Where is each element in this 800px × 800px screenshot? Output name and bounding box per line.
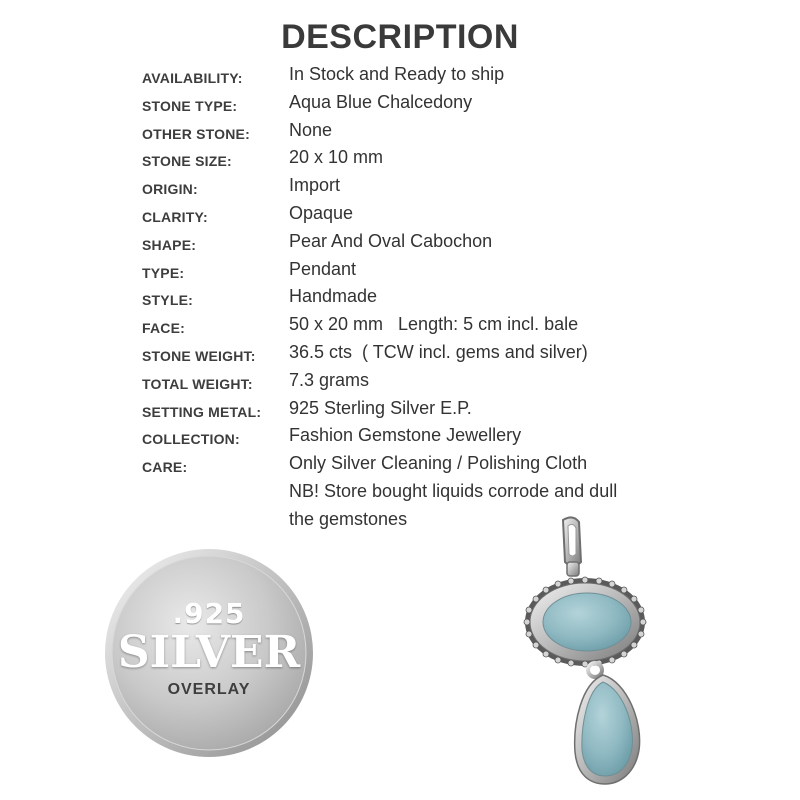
spec-table bbox=[142, 64, 702, 529]
spec-value: Pear And Oval Cabochon bbox=[289, 230, 493, 251]
spec-value: 925 Sterling Silver E.P. bbox=[289, 397, 472, 418]
spec-row-clarity bbox=[142, 203, 702, 231]
spec-row-stone-size bbox=[142, 147, 702, 175]
spec-value: Aqua Blue Chalcedony bbox=[289, 91, 473, 112]
badge-purity: .925 bbox=[172, 597, 246, 630]
spec-label: CLARITY: bbox=[142, 208, 208, 225]
spec-row-shape bbox=[142, 231, 702, 259]
spec-value: In Stock and Ready to ship bbox=[289, 64, 505, 84]
spec-value: Import bbox=[289, 175, 341, 196]
spec-label: COLLECTION: bbox=[142, 431, 240, 448]
spec-value: Handmade bbox=[289, 286, 378, 307]
spec-value: Only Silver Cleaning / Polishing Cloth bbox=[289, 453, 588, 474]
pendant-image bbox=[515, 512, 655, 787]
spec-label: OTHER STONE: bbox=[142, 125, 250, 142]
badge-metal: SILVER bbox=[117, 627, 301, 678]
spec-label: AVAILABILITY: bbox=[142, 70, 243, 86]
silver-overlay-badge bbox=[103, 547, 315, 759]
spec-row-total-weight bbox=[142, 370, 702, 398]
spec-value: Fashion Gemstone Jewellery bbox=[289, 425, 522, 446]
spec-value-continued: the gemstones bbox=[289, 508, 408, 529]
spec-row-other-stone bbox=[142, 120, 702, 148]
spec-label: TOTAL WEIGHT: bbox=[142, 375, 253, 392]
spec-row-care bbox=[142, 453, 702, 529]
spec-row-face bbox=[142, 314, 702, 342]
pendant-icon bbox=[515, 512, 655, 787]
spec-row-availability bbox=[142, 64, 702, 92]
spec-label: SHAPE: bbox=[142, 236, 197, 253]
spec-label: CARE: bbox=[142, 459, 188, 476]
spec-value-continued: NB! Store bought liquids corrode and dull bbox=[289, 480, 618, 501]
spec-row-type bbox=[142, 259, 702, 287]
spec-row-stone-type bbox=[142, 92, 702, 120]
spec-label: STONE WEIGHT: bbox=[142, 347, 256, 364]
spec-value: Pendant bbox=[289, 258, 357, 279]
spec-value: None bbox=[289, 119, 333, 140]
page-title: DESCRIPTION bbox=[281, 18, 519, 56]
spec-label: STONE SIZE: bbox=[142, 153, 232, 170]
spec-value: 7.3 grams bbox=[289, 369, 370, 390]
spec-row-stone-weight bbox=[142, 342, 702, 370]
spec-row-setting-metal bbox=[142, 398, 702, 426]
spec-label: SETTING METAL: bbox=[142, 403, 262, 420]
spec-row-origin bbox=[142, 175, 702, 203]
spec-label: ORIGIN: bbox=[142, 181, 198, 198]
spec-row-style bbox=[142, 286, 702, 314]
spec-label: STYLE: bbox=[142, 292, 193, 309]
spec-row-collection bbox=[142, 425, 702, 453]
spec-value: 20 x 10 mm bbox=[289, 147, 384, 168]
spec-value: 36.5 cts ( TCW incl. gems and silver) bbox=[289, 341, 588, 362]
badge-finish: OVERLAY bbox=[167, 681, 251, 698]
spec-value: Opaque bbox=[289, 202, 354, 223]
spec-value: 50 x 20 mm Length: 5 cm incl. bale bbox=[289, 314, 579, 335]
spec-label: STONE TYPE: bbox=[142, 97, 238, 114]
spec-label: FACE: bbox=[142, 320, 185, 337]
spec-label: TYPE: bbox=[142, 264, 185, 281]
